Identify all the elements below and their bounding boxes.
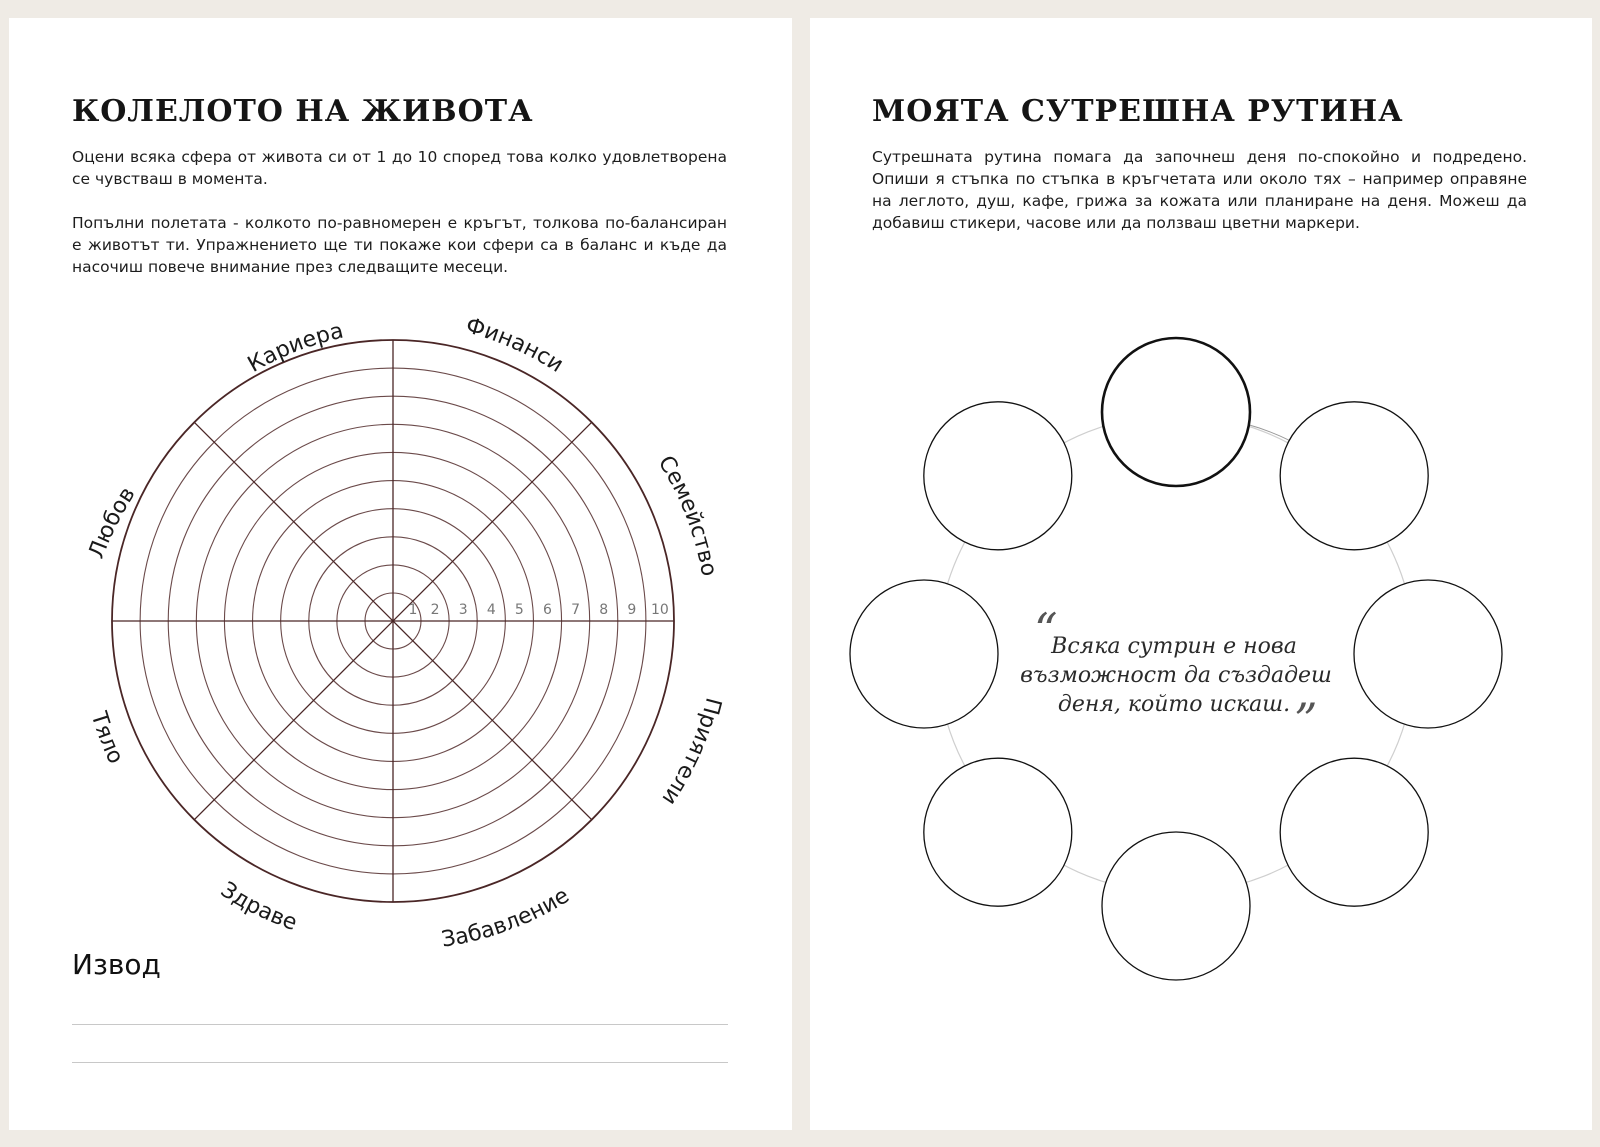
routine-step-circle[interactable]: [924, 402, 1072, 550]
quote: [1020, 603, 1332, 747]
scale-label: 8: [599, 602, 609, 618]
conclusion-label: Извод: [72, 948, 161, 981]
area-label-finances: Финанси: [462, 313, 568, 378]
area-label-love: Любов: [84, 482, 141, 563]
area-label-friends: Приятели: [656, 694, 726, 810]
scale-label: 5: [514, 602, 524, 618]
page-title: МОЯТА СУТРЕШНА РУТИНА: [872, 94, 1404, 129]
quote-line: Всяка сутрин е нова: [1051, 634, 1297, 659]
instructions-paragraph: Попълни полетата - колкото по-равномерен е кръгът, толкова по-балансиран е животът ти. Упражнението ще ти покаже кои сфери са в баланс и къде да насочиш повече внимание през следващите месеци.: [72, 214, 727, 276]
routine-step-circle[interactable]: [1102, 338, 1250, 486]
area-label-family: Семейство: [652, 451, 722, 579]
routine-step-circle[interactable]: [1102, 832, 1250, 980]
routine-step-circle[interactable]: [1354, 580, 1502, 728]
area-label-body: Тяло: [85, 708, 129, 768]
scale-label: 7: [571, 602, 581, 618]
scale-label: 4: [486, 602, 496, 618]
routine-step-circle[interactable]: [1280, 402, 1428, 550]
area-label-career: Кариера: [243, 318, 346, 378]
routine-step-circle[interactable]: [924, 758, 1072, 906]
conclusion-writing-line[interactable]: [72, 1024, 728, 1025]
instructions-paragraph: Оцени всяка сфера от живота си от 1 до 10 според това колко удовлетворена се чувстваш в момента.: [72, 148, 727, 188]
scale-label: 9: [627, 602, 637, 618]
description-paragraph: Сутрешната рутина помага да започнеш деня по-спокойно и подредено. Опиши я стъпка по стъпка в кръгчетата или около тях – например оправяне на леглото, душ, кафе, грижа за кожата или планиране на деня. Можеш да добавиш стикери, часове или да ползваш цветни маркери.: [872, 148, 1527, 232]
quote-line: възможност да създадеш: [1020, 663, 1332, 688]
area-label-fun: Забавление: [439, 883, 574, 953]
quote-line: деня, който искаш.: [1057, 692, 1291, 717]
wheel-of-life-page: [9, 18, 792, 1130]
morning-routine-page: [810, 18, 1592, 1130]
scale-label: 2: [430, 602, 440, 618]
scale-label: 3: [458, 602, 468, 618]
page-title: КОЛЕЛОТО НА ЖИВОТА: [72, 94, 534, 129]
scale-label: 10: [651, 602, 669, 618]
quote-open-icon: “: [1034, 603, 1058, 657]
conclusion-writing-line[interactable]: [72, 1062, 728, 1063]
routine-diagram: [810, 18, 1592, 1130]
routine-step-circle[interactable]: [850, 580, 998, 728]
wheel-spokes: [112, 340, 674, 902]
routine-step-circle[interactable]: [1280, 758, 1428, 906]
quote-close-icon: ”: [1294, 693, 1318, 747]
scale-label: 1: [408, 602, 418, 618]
scale-label: 6: [543, 602, 552, 618]
area-label-health: Здраве: [216, 877, 301, 937]
